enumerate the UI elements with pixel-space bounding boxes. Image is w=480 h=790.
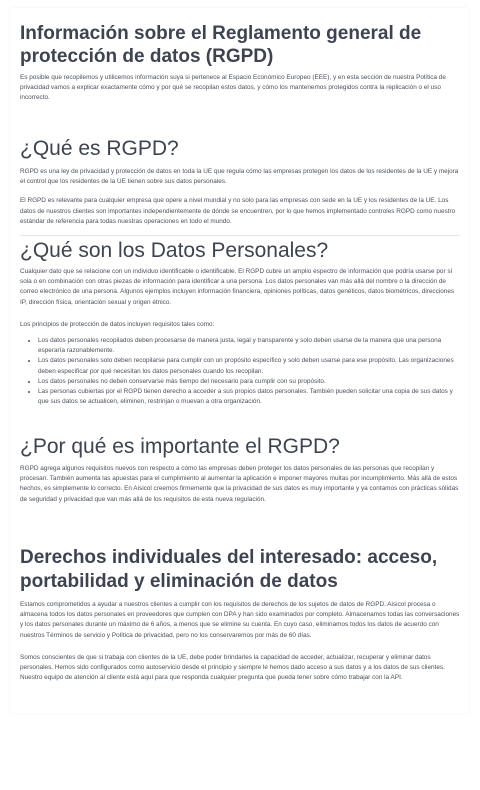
why-section xyxy=(20,434,460,505)
section-divider xyxy=(20,235,460,236)
why-paragraph: RGPD agrega algunos requisitos nuevos con respecto a cómo las empresas deben proteger los datos personales de las personas que recopilan y procesan. También aumenta las apuestas para el cumplimiento al aumentar la aplicación e imponer mayores multas por incumplimiento. Más allá de estos hechos, es simplemente lo correcto. En Aisicol creemos firmemente que la privacidad de sus datos es muy importante y ya contamos con prácticas sólidas de seguridad y privacidad que van más allá de los requisitos de esta nueva regulación. xyxy=(20,465,459,503)
page-title: Información sobre el Reglamento general de protección de datos (RGPD) xyxy=(20,23,422,67)
what-is-section xyxy=(20,136,460,227)
what-is-heading: ¿Qué es RGPD? xyxy=(20,137,179,160)
list-item: • Los datos personales no deben conservarse más tiempo del necesario para cumplir con su propósito. xyxy=(38,377,460,387)
list-item: • Los datos personales solo deben recopilarse para cumplir con un propósito específico y solo deben usarse para ese propósito. Las organizaciones deben especificar por qué necesitan los datos personales cuando los recopilan. xyxy=(38,356,460,376)
what-is-paragraph-2: El RGPD es relevante para cualquier empresa que opere a nivel mundial y no solo para las empresas con sede en la UE y los residentes de la UE. Los datos de nuestros clientes son importantes independientemente de dónde se encuentren, por lo que hemos implementado controles RGPD como nuestro estándar de referencia para todas nuestras operaciones en todo el mundo. xyxy=(20,197,456,225)
personal-data-section xyxy=(20,238,460,407)
intro-paragraph: Es posible que recopilemos y utilicemos información suya si pertenece al Espacio Económico Europeo (EEE), y en esta sección de nuestra Política de privacidad vamos a explicar exactamente cómo y por qué se recopilan estos datos, y cómo los mantenemos protegidos contra la replicación o el uso incorrecto. xyxy=(20,74,446,102)
list-item: • Las personas cubiertas por el RGPD tienen derecho a acceder a sus propios datos personales. También pueden solicitar una copia de sus datos y que sus datos se actualicen, eliminen, restrinjan o muevan a otra organización. xyxy=(38,387,460,407)
personal-data-paragraph-1: Cualquier dato que se relacione con un individuo identificable o identificable. El RGPD cubre un amplio espectro de información que podría usarse por sí sola o en combinación con otras piezas de información para identificar a una persona. Los datos personales van más allá del nombre o la dirección de correo electrónico de una persona. Algunos ejemplos incluyen información financiera, opiniones políticas, datos genéticos, datos biométricos, direcciones IP, dirección física, orientación sexual y origen étnico. xyxy=(20,268,455,306)
rights-section xyxy=(20,546,460,683)
rights-paragraph-1: Estamos comprometidos a ayudar a nuestros clientes a cumplir con los requisitos de derechos de los sujetos de datos de RGPD. Aisicol procesa o almacena todos los datos personales en proveedores que cumplen con DPA y han sido examinados por completo. Almacenamos todas las conversaciones y los datos personales durante un máximo de 6 años, a menos que se elimine su cuenta. En cuyo caso, eliminamos todos los datos de acuerdo con nuestros Términos de servicio y Política de privacidad, pero no los conservaremos por más de 60 días. xyxy=(20,601,460,639)
personal-data-heading: ¿Qué son los Datos Personales? xyxy=(20,239,329,262)
principles-list xyxy=(20,336,460,407)
personal-data-paragraph-2: Los principios de protección de datos incluyen requisitos tales como: xyxy=(20,320,215,328)
intro-section xyxy=(20,22,460,104)
why-heading: ¿Por qué es importante el RGPD? xyxy=(20,435,340,458)
list-item: • Los datos personales recopilados deben procesarse de manera justa, legal y transparente y solo deben usarse de la manera que una persona esperaría razonablemente. xyxy=(38,336,460,356)
rights-heading: Derechos individuales del interesado: acceso, portabilidad y eliminación de datos xyxy=(20,547,438,592)
rights-paragraph-2: Somos conscientes de que si trabaja con clientes de la UE, debe poder brindarles la capacidad de acceder, actualizar, recuperar y eliminar datos personales. Hemos sido configurados como autoservicio desde el principio y siempre le hemos dado acceso a sus datos y a los datos de sus clientes. Nuestro equipo de atención al cliente está aquí para que responda cualquier pregunta que pueda tener sobre cómo trabajar con la API. xyxy=(20,653,445,682)
what-is-paragraph-1: RGPD es una ley de privacidad y protección de datos en toda la UE que regula cómo las empresas protegen los datos de los residentes de la UE y mejora el control que los residentes de la UE tienen sobre sus datos personales. xyxy=(20,168,459,186)
